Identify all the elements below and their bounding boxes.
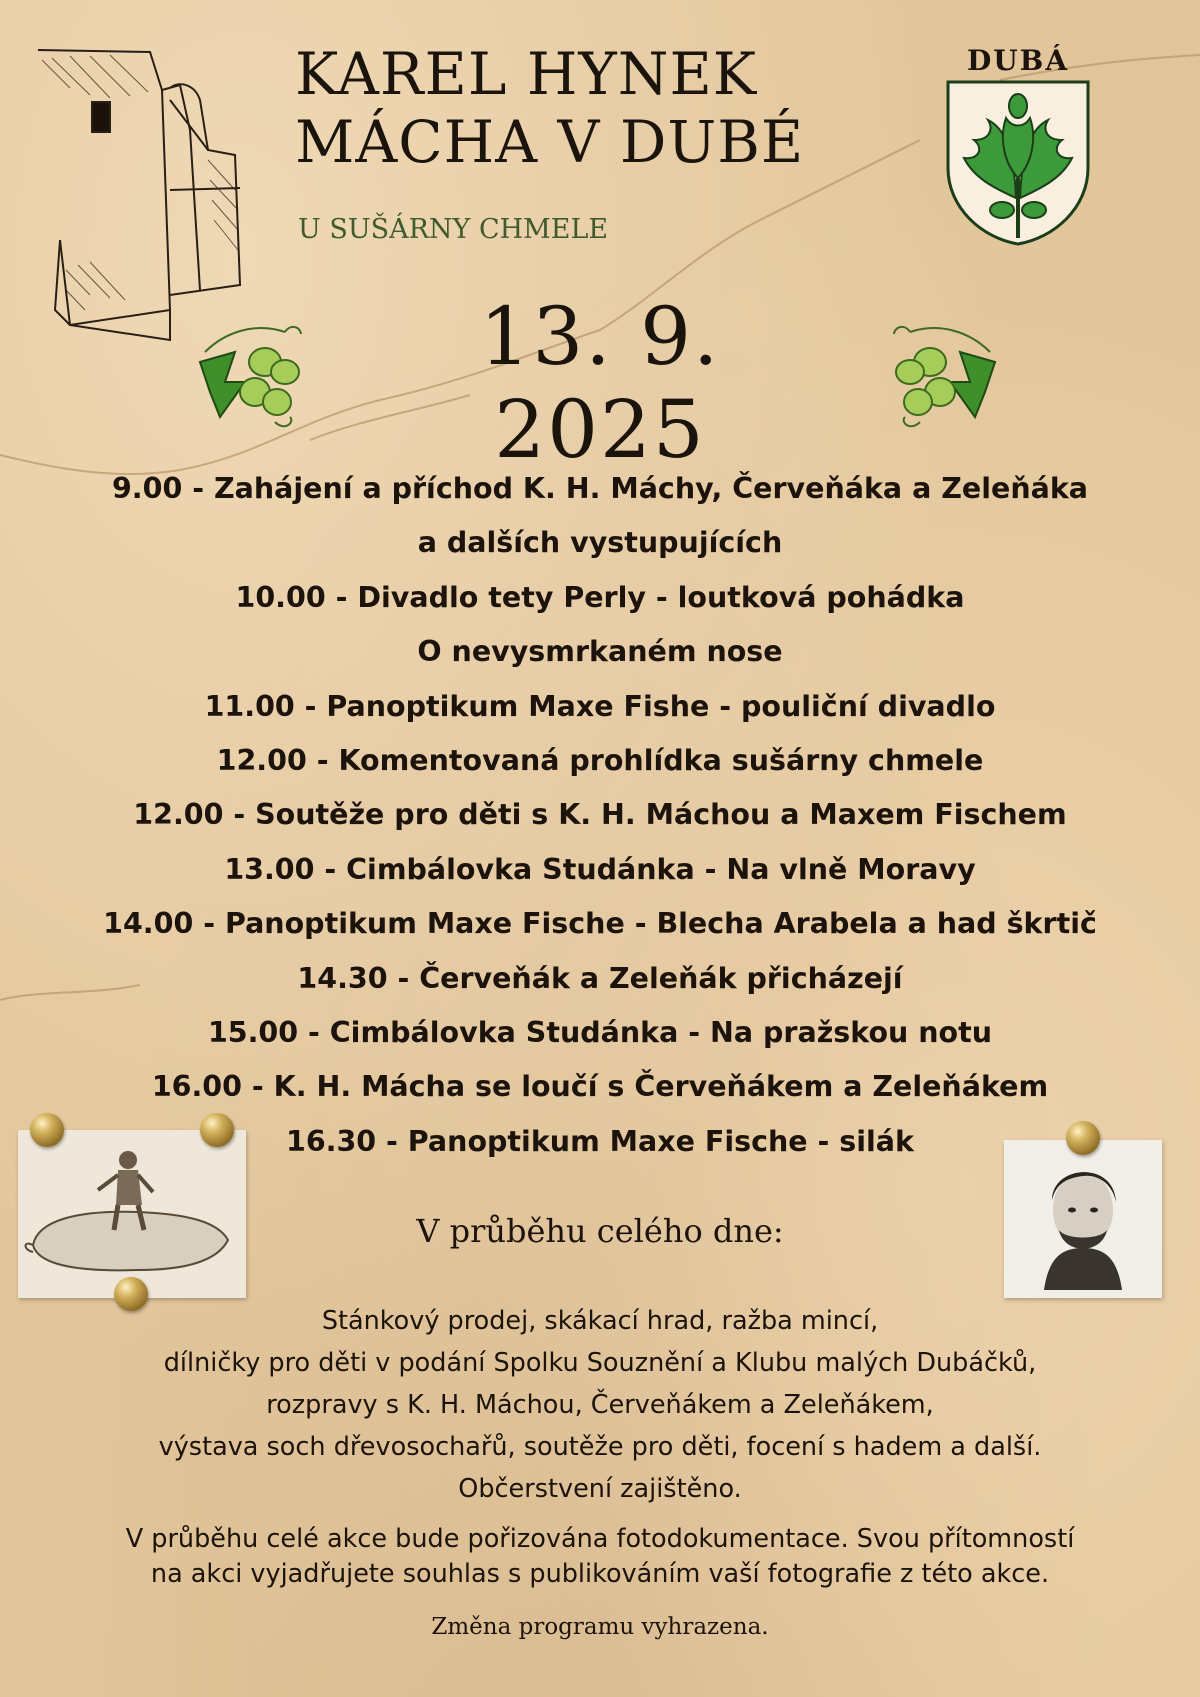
program-schedule xyxy=(40,462,1160,1169)
schedule-item: O nevysmrkaném nose xyxy=(417,635,783,669)
during-day-title: V průběhu celého dne: xyxy=(416,1212,784,1250)
man-on-hop-sack-illustration xyxy=(18,1130,246,1298)
schedule-item: 13.00 - Cimbálovka Studánka - Na vlně Moravy xyxy=(224,852,976,886)
hop-kiln-tower-icon xyxy=(30,40,270,360)
oak-leaves-crest-icon xyxy=(944,78,1092,248)
pin-icon xyxy=(30,1113,64,1147)
macha-portrait-illustration xyxy=(1004,1140,1162,1298)
event-date: 13. 9. 2025 xyxy=(479,290,721,476)
photo-consent-notice xyxy=(30,1522,1170,1592)
event-subtitle: U SUŠÁRNY CHMELE xyxy=(298,214,609,245)
schedule-item: 15.00 - Cimbálovka Studánka - Na pražskou notu xyxy=(207,1016,993,1050)
during-line: Občerstvení zajištěno. xyxy=(458,1474,742,1504)
pin-icon xyxy=(200,1113,234,1147)
schedule-item: 16.00 - K. H. Mácha se loučí s Červeňákem a Zeleňákem xyxy=(151,1070,1049,1104)
pin-icon xyxy=(1066,1121,1100,1155)
program-change-note: Změna programu vyhrazena. xyxy=(431,1614,769,1640)
hop-branch-icon-right xyxy=(870,322,1000,452)
during-line: dílničky pro děti v podání Spolku Souznění a Klubu malých Dubáčků, xyxy=(163,1348,1037,1378)
schedule-item: 16.30 - Panoptikum Maxe Fische - silák xyxy=(285,1124,914,1158)
portrait-photo xyxy=(1004,1140,1162,1298)
notice-line: na akci vyjadřujete souhlas s publikováním vaší fotografie z této akce. xyxy=(150,1559,1050,1589)
schedule-item: 14.30 - Červeňák a Zeleňák přicházejí xyxy=(297,961,903,995)
schedule-item: a dalších vystupujících xyxy=(417,526,783,560)
during-day-list xyxy=(40,1300,1160,1510)
during-line: výstava soch dřevosochařů, soutěže pro děti, focení s hadem a další. xyxy=(158,1432,1042,1462)
crest-label: DUBÁ xyxy=(966,44,1070,77)
schedule-item: 12.00 - Komentovaná prohlídka sušárny chmele xyxy=(216,744,984,778)
notice-line: V průběhu celé akce bude pořizována fotodokumentace. Svou přítomností xyxy=(125,1524,1075,1554)
title-line-2: MÁCHA V DUBÉ xyxy=(295,108,805,176)
schedule-item: 12.00 - Soutěže pro děti s K. H. Máchou a Maxem Fischem xyxy=(133,798,1067,832)
event-title xyxy=(295,40,855,176)
hop-branch-icon-left xyxy=(195,322,325,452)
during-line: Stánkový prodej, skákací hrad, ražba mincí, xyxy=(321,1306,879,1336)
schedule-item: 9.00 - Zahájení a příchod K. H. Máchy, Červeňáka a Zeleňáka xyxy=(111,472,1089,505)
schedule-item: 10.00 - Divadlo tety Perly - loutková pohádka xyxy=(235,580,965,614)
hop-sack-photo xyxy=(18,1130,246,1298)
title-line-1: KAREL HYNEK xyxy=(295,40,758,108)
during-line: rozpravy s K. H. Máchou, Červeňákem a Zeleňákem, xyxy=(266,1390,934,1420)
schedule-item: 14.00 - Panoptikum Maxe Fische - Blecha Arabela a had škrtič xyxy=(103,907,1097,941)
schedule-item: 11.00 - Panoptikum Maxe Fishe - pouliční divadlo xyxy=(204,689,996,723)
